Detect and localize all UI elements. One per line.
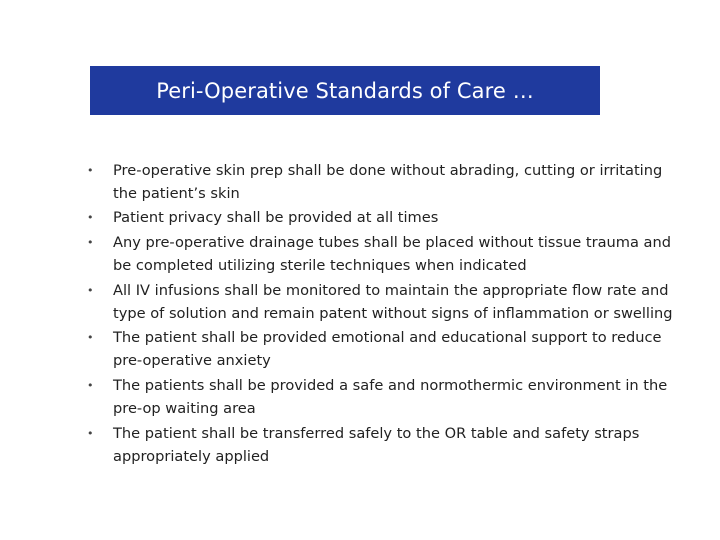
bullet-marker: •: [87, 211, 94, 224]
bullet-marker: •: [87, 331, 94, 344]
bullet-text: All IV infusions shall be monitored to maintain the appropriate flow rate and type of solution and remain patent without signs of inflammation or swelling: [113, 282, 673, 322]
bullet-marker: •: [87, 164, 94, 177]
slide-title: Peri-Operative Standards of Care …: [156, 78, 534, 103]
bullet-text: Pre-operative skin prep shall be done without abrading, cutting or irritating the patient’s skin: [113, 162, 663, 202]
bullet-marker: •: [87, 284, 94, 297]
bullet-marker: •: [87, 427, 94, 440]
bullet-text: The patients shall be provided a safe and normothermic environment in the pre-op waiting area: [113, 377, 668, 417]
bullet-text: Patient privacy shall be provided at all times: [113, 209, 439, 226]
bullet-marker: •: [87, 379, 94, 392]
bullet-marker: •: [87, 236, 94, 249]
title-banner: [90, 66, 600, 115]
bullet-text: Any pre-operative drainage tubes shall be placed without tissue trauma and be completed utilizing sterile techniques when indicated: [113, 234, 672, 274]
bullet-text: The patient shall be provided emotional and educational support to reduce pre-operative anxiety: [113, 329, 662, 369]
bullet-text: The patient shall be transferred safely to the OR table and safety straps appropriately applied: [113, 425, 640, 465]
